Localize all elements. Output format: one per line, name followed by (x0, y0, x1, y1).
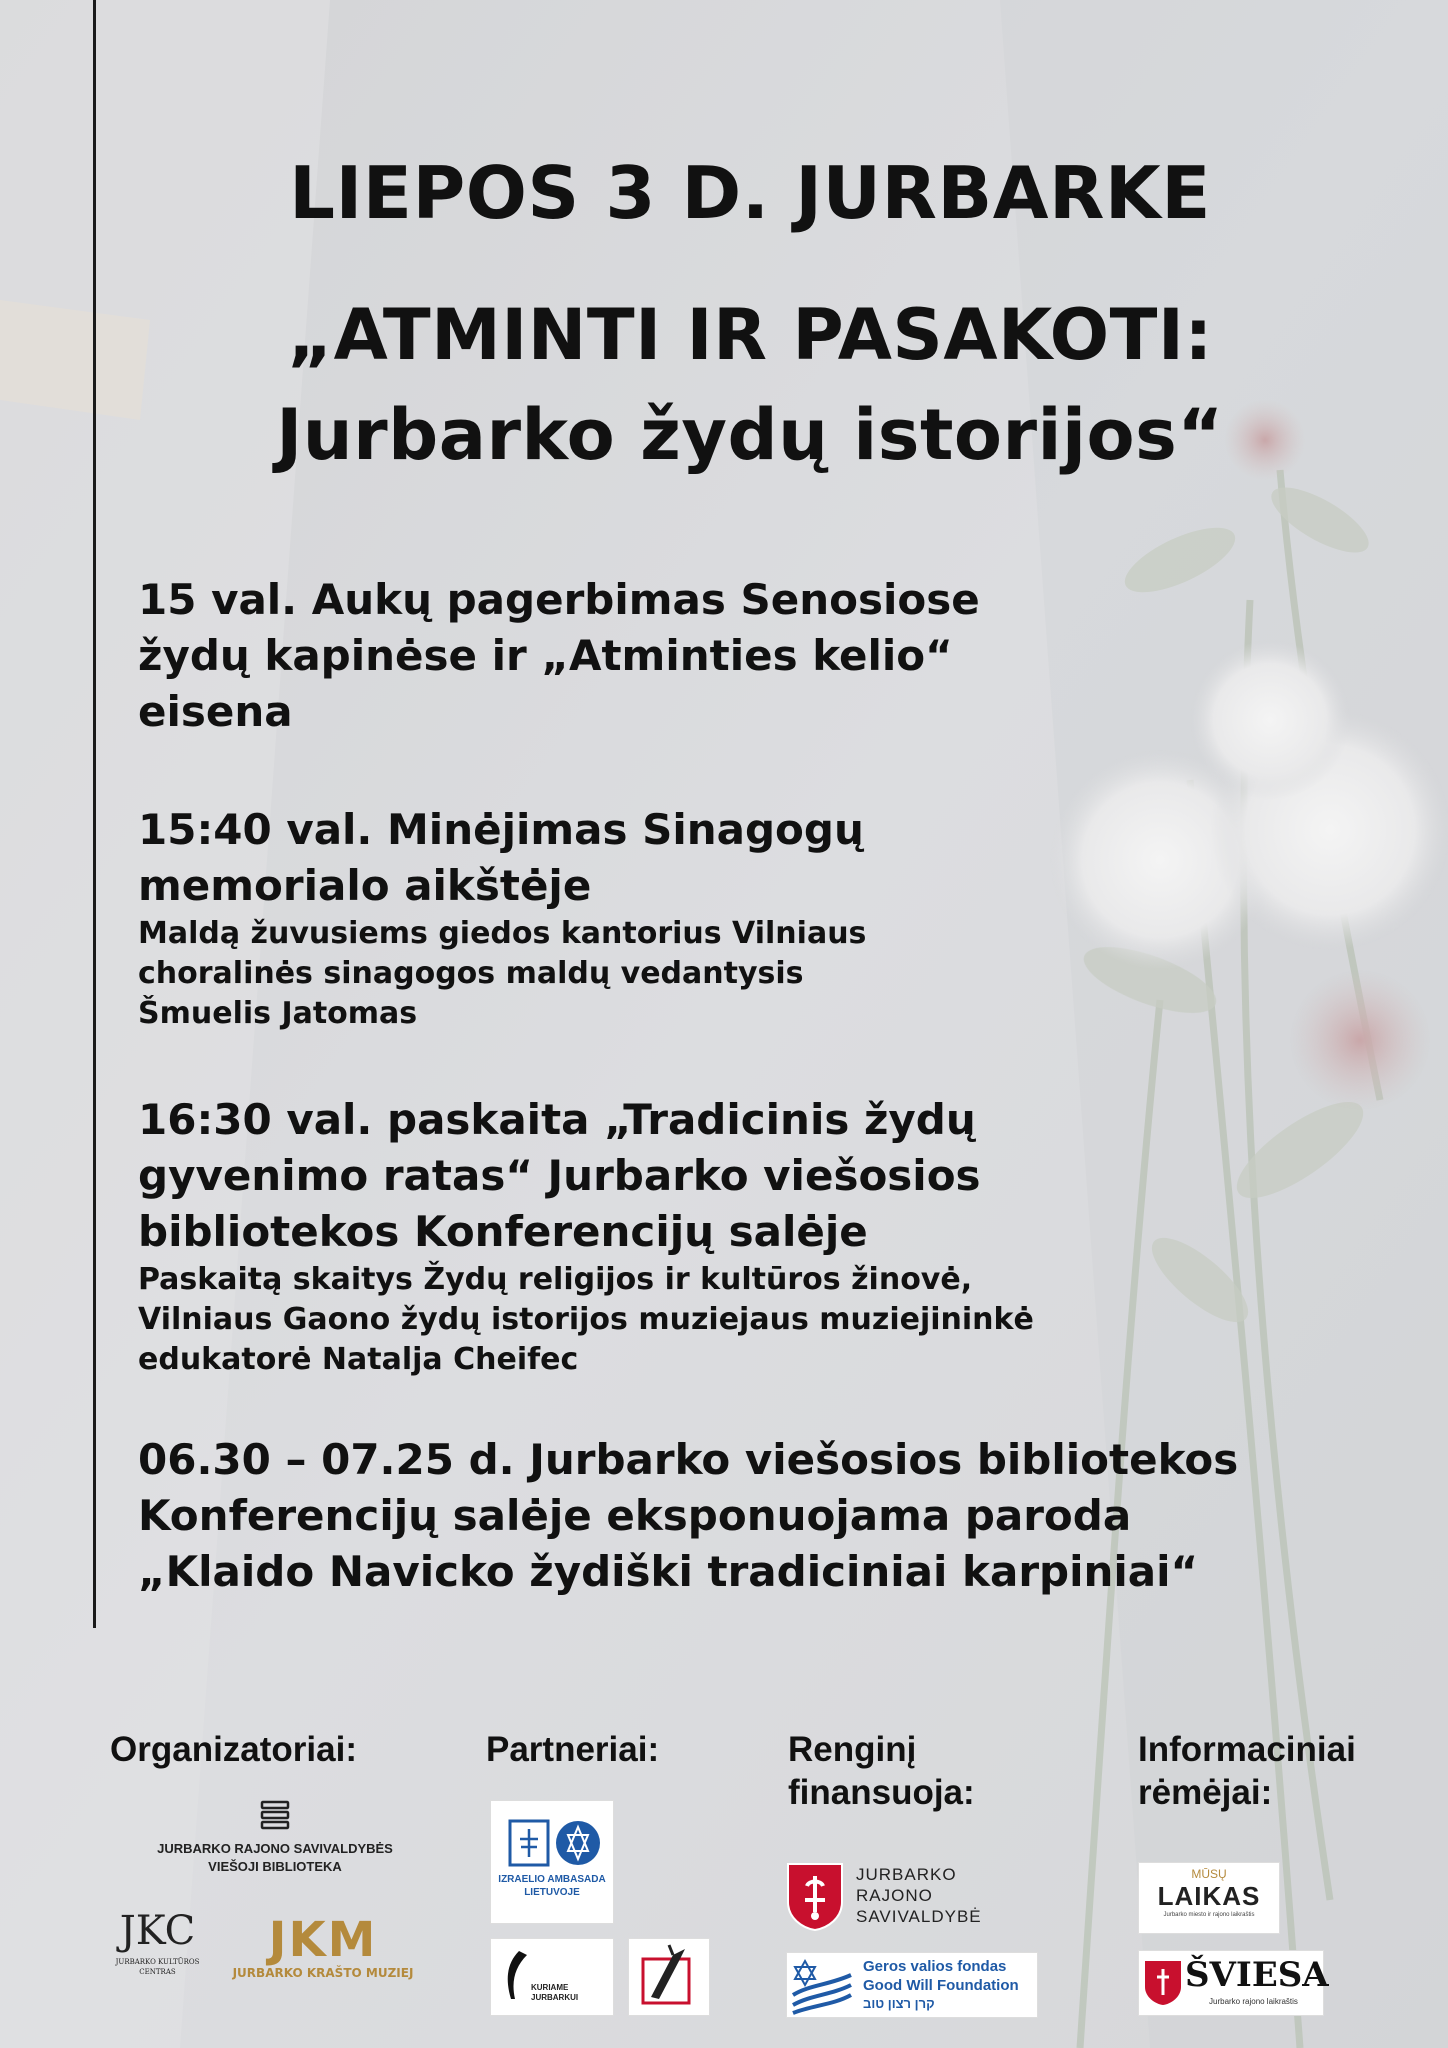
library-logo: JURBARKO RAJONO SAVIVALDYBĖS VIEŠOJI BIBLIOTEKA (130, 1800, 420, 1890)
municipality-logo: JURBARKO RAJONO SAVIVALDYBĖ (786, 1862, 986, 1934)
schedule-item (138, 802, 1338, 1034)
schedule-item-heading: 16:30 val. paskaita „Tradicinis žydų gyvenimo ratas“ Jurbarko viešosios bibliotekos Konferencijų salėje (138, 1095, 981, 1256)
organizers-label: Organizatoriai: (110, 1730, 357, 1769)
sviesa-logo: ŠVIESA Jurbarko rajono laikraštis (1138, 1950, 1324, 2016)
event-date-title: LIEPOS 3 D. JURBARKE (289, 151, 1211, 235)
funding-label: Renginį finansuoja: (788, 1730, 975, 1812)
schedule-item-details: Paskaitą skaitys Žydų religijos ir kultūros žinovė, Vilniaus Gaono žydų istorijos muziejaus muziejininkė edukatorė Natalja Cheifec (138, 1262, 1034, 1377)
coat-of-arms-icon (1143, 1959, 1183, 2007)
event-name-title: „ATMINTI IR PASAKOTI: (287, 294, 1213, 376)
schedule-item (138, 572, 1338, 740)
schedule-item-heading: 15 val. Aukų pagerbimas Senosiose žydų kapinėse ir „Atminties kelio“ eisena (138, 575, 980, 736)
kuriame-jurbarkui-logo: KURIAME JURBARKUI (490, 1938, 614, 2016)
partners-label: Partneriai: (486, 1730, 660, 1769)
good-will-foundation-logo: Geros valios fondas Good Will Foundation קרן רצון טוב (786, 1952, 1038, 2018)
schedule-item (138, 1432, 1338, 1600)
info-sponsors-label: Informaciniai rėmėjai: (1138, 1730, 1356, 1812)
left-rule (93, 0, 96, 1628)
books-icon (260, 1800, 290, 1832)
israel-embassy-logo: IZRAELIO AMBASADA LIETUVOJE (490, 1800, 614, 1924)
schedule-item-details: Maldą žuvusiems giedos kantorius Vilniaus choralinės sinagogos maldų vedantysis Šmuelis Jatomas (138, 916, 867, 1031)
museum-logo: JKM JURBARKO KRAŠTO MUZIEJ (232, 1912, 414, 1980)
culture-centre-logo: JKC JURBARKO KULTŪROS CENTRAS (115, 1908, 200, 1976)
musu-laikas-logo: MŪSŲ LAIKAS Jurbarko miesto ir rajono laikraštis (1138, 1862, 1280, 1934)
star-of-david-icon (789, 1955, 855, 2015)
coat-of-arms-icon (786, 1862, 844, 1932)
embassy-emblem-icon (500, 1817, 604, 1869)
bird-logo (628, 1938, 710, 2016)
schedule-item-heading: 06.30 – 07.25 d. Jurbarko viešosios bibliotekos Konferencijų salėje eksponuojama paroda „Klaido Navicko žydiški tradiciniai karpiniai“ (138, 1435, 1239, 1596)
stork-icon (629, 1939, 709, 2015)
event-name-subtitle: Jurbarko žydų istorijos“ (276, 394, 1224, 476)
schedule-item-heading: 15:40 val. Minėjimas Sinagogų memorialo aikštėje (138, 805, 864, 910)
schedule-item (138, 1092, 1338, 1380)
